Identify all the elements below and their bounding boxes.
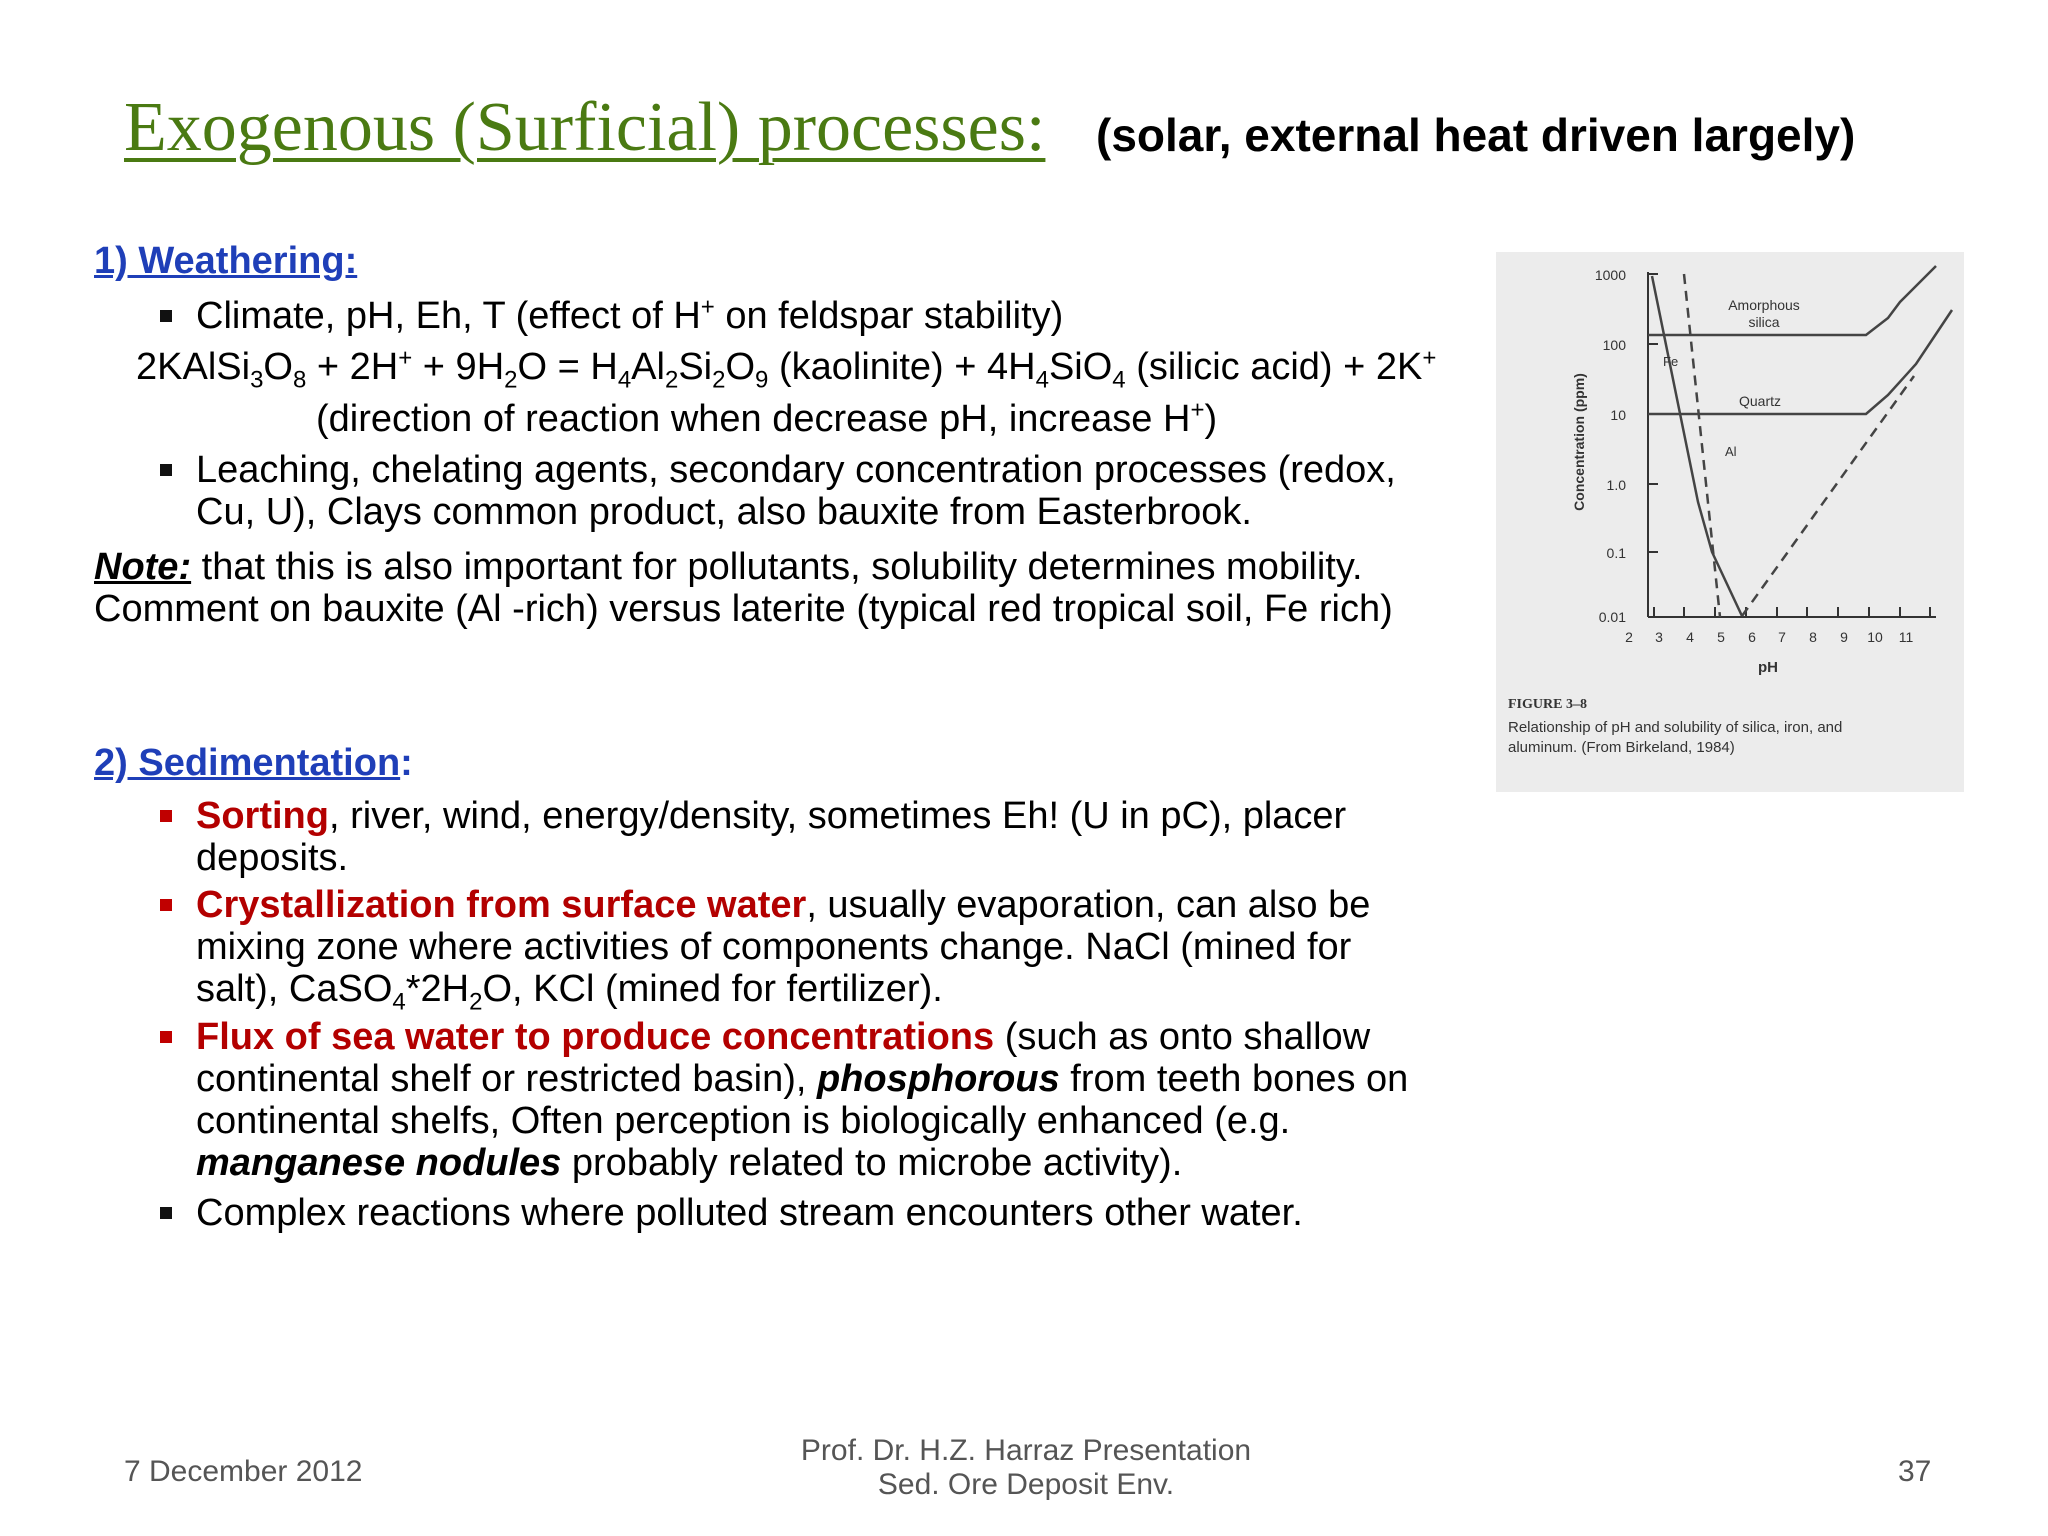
figure-caption-title: FIGURE 3–8 [1508,697,1587,712]
weathering-header: 1) Weathering: [94,240,358,282]
y-tick-label: 0.1 [1606,545,1626,561]
weathering-note: Note: that this is also important for pollutants, solubility determines mobility. Comment on bauxite (Al -rich) versus laterite (typical red tropical soil, Fe rich) [94,546,1393,630]
reaction-direction: (direction of reaction when decrease pH, increase H+) [316,396,1218,440]
bullet-marker [160,1031,172,1043]
al-label: Al [1725,444,1737,459]
bullet-marker [160,899,172,911]
y-tick-label: 0.01 [1598,609,1626,625]
weathering-bullet-leaching: Leaching, chelating agents, secondary concentration processes (redox, Cu, U), Clays common product, also bauxite from Easterbrook. [196,449,1396,533]
fe-label: Fe [1663,354,1679,369]
sedimentation-bullet-crystallization: Crystallization from surface water, usually evaporation, can also be mixing zone where activities of components change. NaCl (mined for salt), $CaSO_4*2H_2O$, KCl (mined for fertilizer). [196,884,1371,1016]
x-tick-label: 3 [1655,629,1663,645]
footer-center: Prof. Dr. H.Z. Harraz Presentation Sed. Ore Deposit Env. [800,1434,1252,1501]
bullet-marker [160,464,172,476]
sedimentation-header: 2) Sedimentation: [94,742,413,784]
figure-caption-line1: Relationship of pH and solubility of silica, iron, and [1508,719,1843,736]
solubility-plot [1496,252,1964,792]
x-tick-label: 9 [1840,629,1848,645]
x-tick-label: 11 [1898,629,1914,645]
x-tick-label: 5 [1717,629,1725,645]
x-axis-label: pH [1758,659,1778,676]
x-tick-label: 2 [1625,629,1633,645]
feldspar-equation: $2KAlSi_3O_8 + 2H^+ + 9H_2O = H_4Al_2Si_2O_9$ (kaolinite) + $4H_4SiO_4$ (silicic acid) + 2K+ [136,344,1437,394]
y-tick-label: 1.0 [1606,477,1626,493]
x-tick-label: 7 [1778,629,1786,645]
weathering-bullet-climate: Climate, pH, Eh, T (effect of H+ on feldspar stability) [196,293,1064,337]
footer-date: 7 December 2012 [124,1455,363,1488]
x-tick-label: 8 [1809,629,1817,645]
amorphous-label: Amorphous [1728,297,1800,313]
sedimentation-bullet-flux: Flux of sea water to produce concentrations (such as onto shallow continental shelf or restricted basin), phosphorous from teeth bones on continental shelfs, Often perception is biologically enhanced (e.g. manganese nodules probably related to microbe activity). [196,1016,1409,1184]
quartz-label: Quartz [1738,393,1782,409]
bullet-marker [160,310,172,322]
y-tick-label: 1000 [1594,267,1626,283]
x-tick-label: 4 [1686,629,1694,645]
sedimentation-bullet-complex: Complex reactions where polluted stream encounters other water. [196,1192,1303,1234]
bullet-marker [160,1207,172,1219]
y-tick-label: 100 [1602,337,1626,353]
x-tick-label: 6 [1748,629,1756,645]
bullet-marker [160,810,172,822]
y-tick-label: 10 [1610,407,1626,423]
x-tick-label: 10 [1867,629,1883,645]
solubility-figure [1496,252,1964,792]
slide-subtitle: (solar, external heat driven largely) [1096,109,1856,161]
silica-label: silica [1748,314,1780,330]
al-curve-left [1684,274,1720,617]
al-curve-right [1742,376,1914,616]
y-axis-label: Concentration (ppm) [1571,373,1587,511]
figure-caption-line2: aluminum. (From Birkeland, 1984) [1508,739,1735,756]
slide-title: Exogenous (Surficial) processes: [124,89,1046,166]
x-ticks [1654,607,1930,617]
note-label: Note: [94,546,192,588]
slide-number: 37 [1898,1455,1932,1488]
sedimentation-bullet-sorting: Sorting, river, wind, energy/density, sometimes Eh! (U in pC), placer deposits. [196,795,1347,879]
